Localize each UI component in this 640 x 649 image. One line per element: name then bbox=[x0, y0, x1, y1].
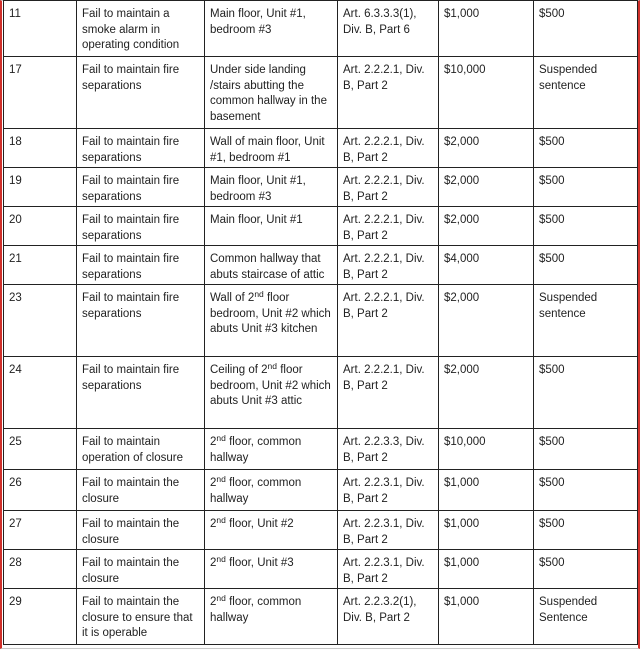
offence-cell: Fail to maintain fire separations bbox=[77, 129, 205, 168]
sentence-cell: $500 bbox=[534, 246, 638, 285]
count-cell: 29 bbox=[4, 589, 77, 645]
fine-cell: $2,000 bbox=[439, 285, 534, 357]
article-cell: Art. 2.2.2.1, Div. B, Part 2 bbox=[338, 168, 439, 207]
fine-cell: $1,000 bbox=[439, 589, 534, 645]
article-cell: Art. 2.2.2.1, Div. B, Part 2 bbox=[338, 57, 439, 129]
location-cell: Common hallway that abuts staircase of attic bbox=[205, 246, 338, 285]
fine-cell: $2,000 bbox=[439, 168, 534, 207]
location-cell: Under side landing /stairs abutting the common hallway in the basement bbox=[205, 57, 338, 129]
sentence-cell: $500 bbox=[534, 207, 638, 246]
count-cell: 20 bbox=[4, 207, 77, 246]
offence-cell: Fail to maintain operation of closure bbox=[77, 429, 205, 470]
location-cell: 2nd floor, common hallway bbox=[205, 429, 338, 470]
count-cell: 11 bbox=[4, 1, 77, 57]
count-cell: 18 bbox=[4, 129, 77, 168]
sentence-cell: $500 bbox=[534, 168, 638, 207]
offence-cell: Fail to maintain fire separations bbox=[77, 168, 205, 207]
sentence-cell: Suspended sentence bbox=[534, 57, 638, 129]
location-cell: 2nd floor, Unit #2 bbox=[205, 511, 338, 550]
article-cell: Art. 2.2.2.1, Div. B, Part 2 bbox=[338, 285, 439, 357]
charges-table bbox=[3, 0, 638, 645]
table-row bbox=[4, 550, 638, 589]
fine-cell: $1,000 bbox=[439, 511, 534, 550]
location-cell: Wall of main floor, Unit #1, bedroom #1 bbox=[205, 129, 338, 168]
fine-cell: $2,000 bbox=[439, 357, 534, 429]
location-cell: Ceiling of 2nd floor bedroom, Unit #2 which abuts Unit #3 attic bbox=[205, 357, 338, 429]
offence-cell: Fail to maintain the closure bbox=[77, 511, 205, 550]
count-cell: 28 bbox=[4, 550, 77, 589]
count-cell: 21 bbox=[4, 246, 77, 285]
sentence-cell: $500 bbox=[534, 470, 638, 511]
sentence-cell: $500 bbox=[534, 1, 638, 57]
sentence-cell: Suspended sentence bbox=[534, 285, 638, 357]
article-cell: Art. 2.2.2.1, Div. B, Part 2 bbox=[338, 129, 439, 168]
location-cell: 2nd floor, common hallway bbox=[205, 589, 338, 645]
table-row bbox=[4, 207, 638, 246]
table-row bbox=[4, 429, 638, 470]
offence-cell: Fail to maintain the closure bbox=[77, 470, 205, 511]
article-cell: Art. 2.2.3.3, Div. B, Part 2 bbox=[338, 429, 439, 470]
offence-cell: Fail to maintain the closure to ensure that it is operable bbox=[77, 589, 205, 645]
fine-cell: $10,000 bbox=[439, 57, 534, 129]
table-row bbox=[4, 57, 638, 129]
article-cell: Art. 2.2.2.1, Div. B, Part 2 bbox=[338, 357, 439, 429]
table-row bbox=[4, 470, 638, 511]
article-cell: Art. 2.2.3.1, Div. B, Part 2 bbox=[338, 470, 439, 511]
table-row bbox=[4, 511, 638, 550]
sentence-cell: $500 bbox=[534, 429, 638, 470]
table-row bbox=[4, 285, 638, 357]
fine-cell: $2,000 bbox=[439, 129, 534, 168]
offence-cell: Fail to maintain fire separations bbox=[77, 246, 205, 285]
location-cell: 2nd floor, Unit #3 bbox=[205, 550, 338, 589]
sentence-cell: $500 bbox=[534, 550, 638, 589]
article-cell: Art. 6.3.3.3(1), Div. B, Part 6 bbox=[338, 1, 439, 57]
fine-cell: $10,000 bbox=[439, 429, 534, 470]
offence-cell: Fail to maintain fire separations bbox=[77, 207, 205, 246]
count-cell: 27 bbox=[4, 511, 77, 550]
count-cell: 26 bbox=[4, 470, 77, 511]
location-cell: Main floor, Unit #1, bedroom #3 bbox=[205, 168, 338, 207]
article-cell: Art. 2.2.2.1, Div. B, Part 2 bbox=[338, 207, 439, 246]
offence-cell: Fail to maintain the closure bbox=[77, 550, 205, 589]
table-row bbox=[4, 129, 638, 168]
offence-cell: Fail to maintain a smoke alarm in operating condition bbox=[77, 1, 205, 57]
article-cell: Art. 2.2.3.1, Div. B, Part 2 bbox=[338, 511, 439, 550]
offence-cell: Fail to maintain fire separations bbox=[77, 285, 205, 357]
offence-cell: Fail to maintain fire separations bbox=[77, 357, 205, 429]
count-cell: 19 bbox=[4, 168, 77, 207]
fine-cell: $1,000 bbox=[439, 1, 534, 57]
article-cell: Art. 2.2.3.1, Div. B, Part 2 bbox=[338, 550, 439, 589]
location-cell: Main floor, Unit #1, bedroom #3 bbox=[205, 1, 338, 57]
sentence-cell: $500 bbox=[534, 357, 638, 429]
table-row bbox=[4, 589, 638, 645]
table-row bbox=[4, 246, 638, 285]
count-cell: 24 bbox=[4, 357, 77, 429]
table-row bbox=[4, 357, 638, 429]
count-cell: 17 bbox=[4, 57, 77, 129]
article-cell: Art. 2.2.3.2(1), Div. B, Part 2 bbox=[338, 589, 439, 645]
count-cell: 25 bbox=[4, 429, 77, 470]
sentence-cell: $500 bbox=[534, 129, 638, 168]
fine-cell: $1,000 bbox=[439, 470, 534, 511]
location-cell: Main floor, Unit #1 bbox=[205, 207, 338, 246]
table-row bbox=[4, 168, 638, 207]
location-cell: 2nd floor, common hallway bbox=[205, 470, 338, 511]
article-cell: Art. 2.2.2.1, Div. B, Part 2 bbox=[338, 246, 439, 285]
count-cell: 23 bbox=[4, 285, 77, 357]
table-row bbox=[4, 1, 638, 57]
sentence-cell: $500 bbox=[534, 511, 638, 550]
offence-cell: Fail to maintain fire separations bbox=[77, 57, 205, 129]
fine-cell: $2,000 bbox=[439, 207, 534, 246]
location-cell: Wall of 2nd floor bedroom, Unit #2 which abuts Unit #3 kitchen bbox=[205, 285, 338, 357]
fine-cell: $1,000 bbox=[439, 550, 534, 589]
sentence-cell: Suspended Sentence bbox=[534, 589, 638, 645]
fine-cell: $4,000 bbox=[439, 246, 534, 285]
